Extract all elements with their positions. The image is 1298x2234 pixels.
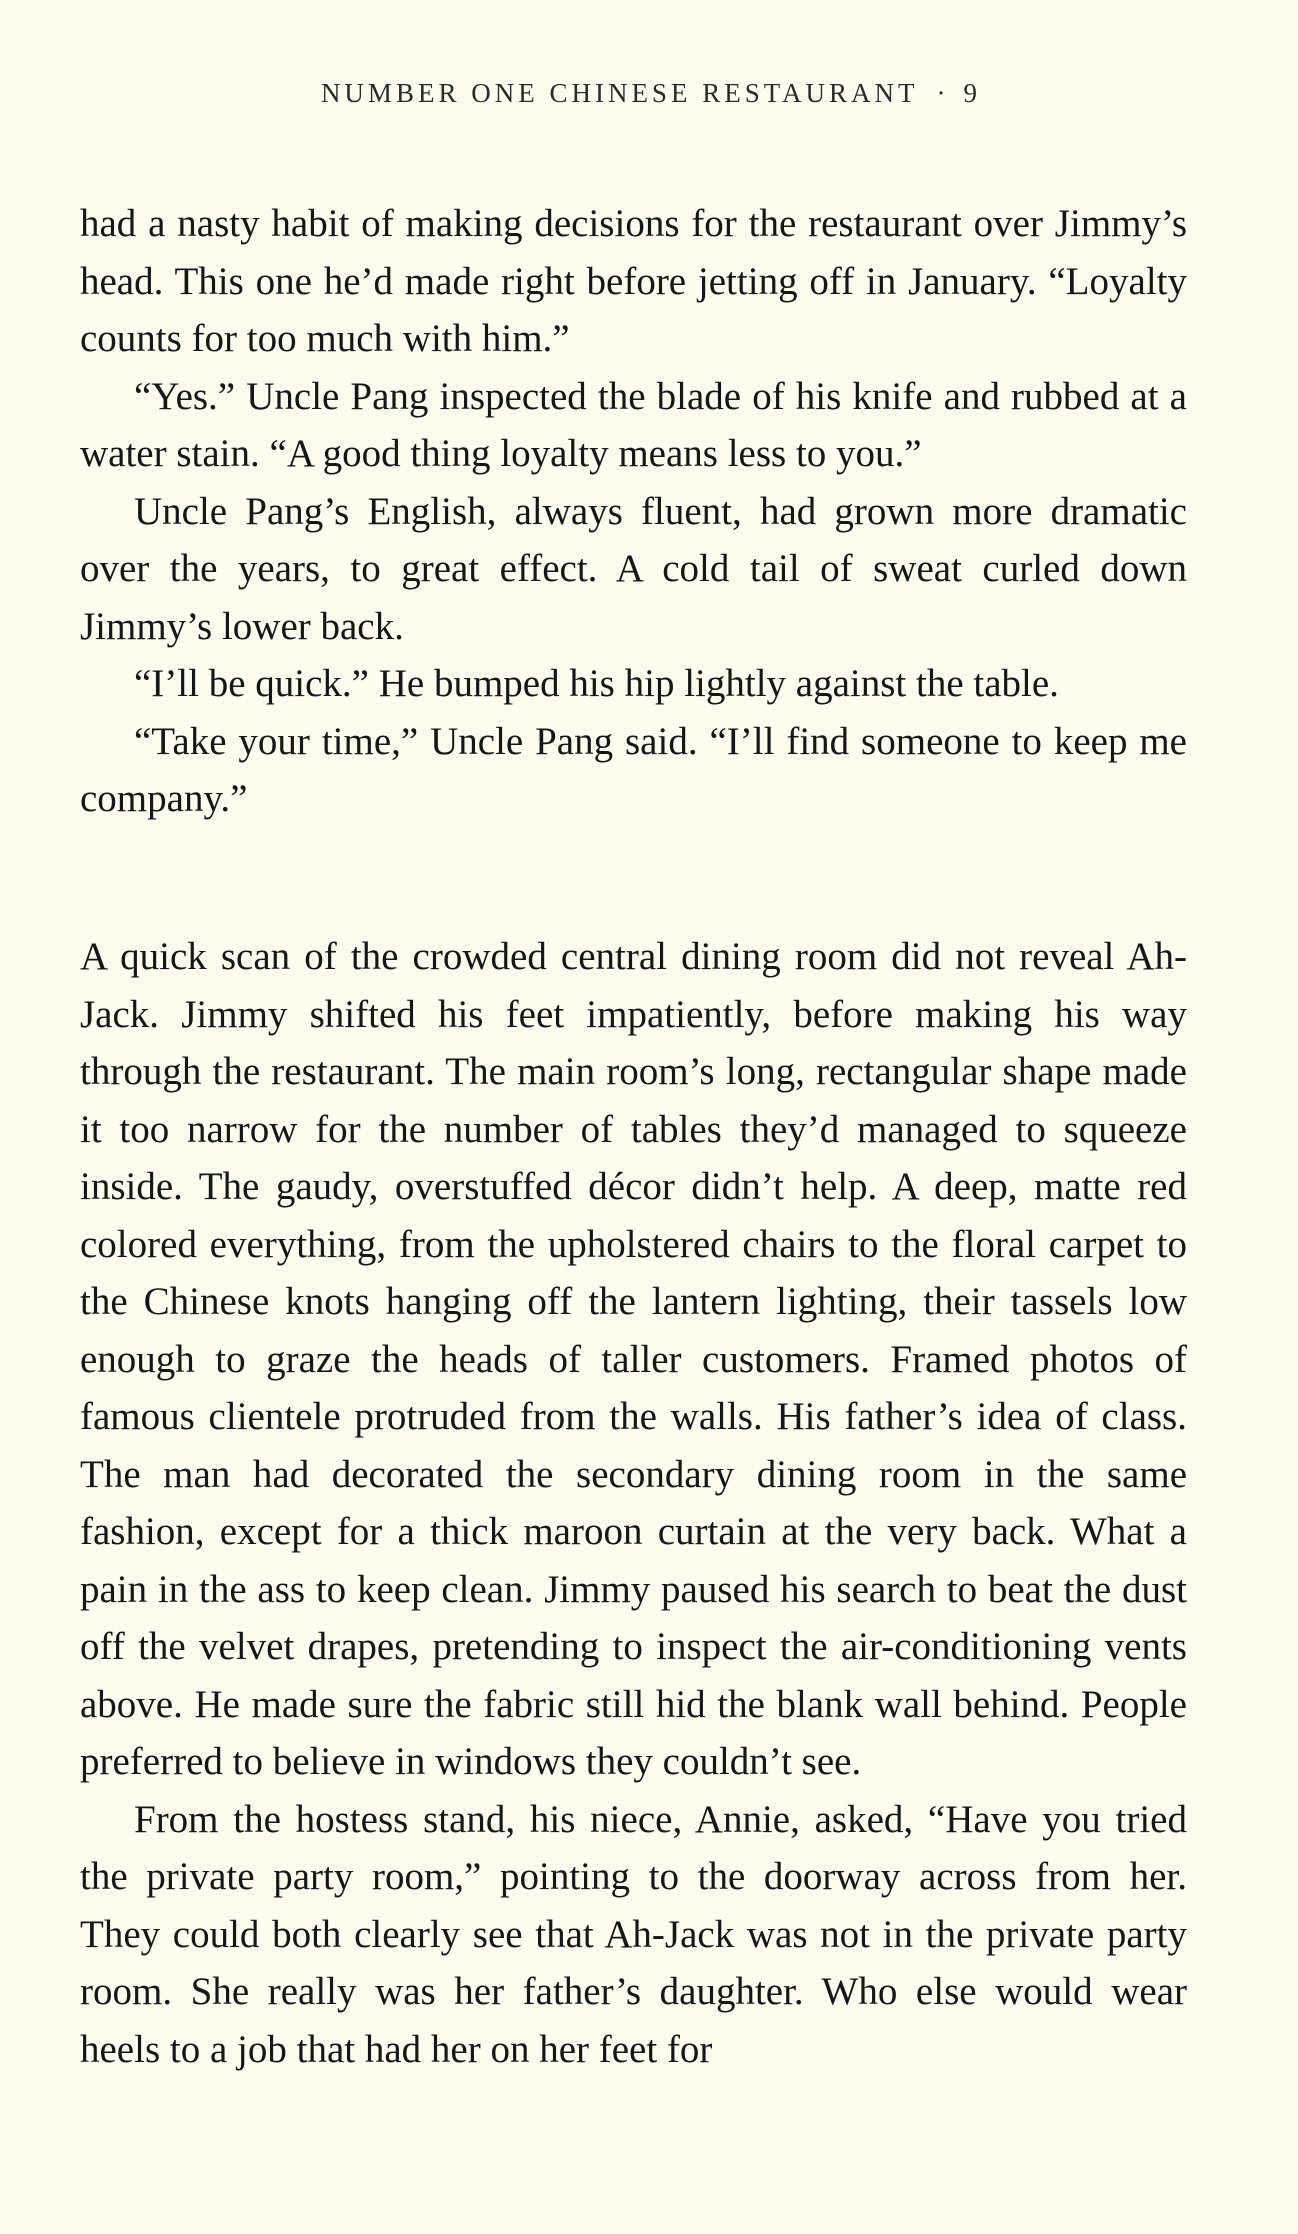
paragraph: “Yes.” Uncle Pang inspected the blade of his knife and rubbed at a water stain. “A good thing loyalty means less to you.” xyxy=(80,374,1187,475)
running-head-title: NUMBER ONE CHINESE RESTAURANT xyxy=(320,78,919,108)
text-section-1 xyxy=(80,195,1187,828)
paragraph: “Take your time,” Uncle Pang said. “I’ll find someone to keep me company.” xyxy=(80,719,1187,820)
paragraph: had a nasty habit of making decisions for the restaurant over Jimmy’s head. This one he’d made right before jetting off in January. “Loyalty counts for too much with him.” xyxy=(80,202,1187,360)
paragraph: “I’ll be quick.” He bumped his hip lightly against the table. xyxy=(134,662,1059,705)
running-head-separator: · xyxy=(936,78,946,108)
text-section-2 xyxy=(80,928,1187,2078)
paragraph: A quick scan of the crowded central dining room did not reveal Ah-Jack. Jimmy shifted his feet impatiently, before making his way through the restaurant. The main room’s long, rectangular shape made it too narrow for the number of tables they’d managed to squeeze inside. The gaudy, overstuffed décor didn’t help. A deep, matte red colored everything, from the upholstered chairs to the floral carpet to the Chinese knots hanging off the lantern lighting, their tassels low enough to graze the heads of taller customers. Framed photos of famous clientele protruded from the walls. His father’s idea of class. The man had decorated the secondary dining room in the same fashion, except for a thick maroon curtain at the very back. What a pain in the ass to keep clean. Jimmy paused his search to beat the dust off the velvet drapes, pretending to inspect the air-conditioning vents above. He made sure the fabric still hid the blank wall behind. People preferred to believe in windows they couldn’t see. xyxy=(80,935,1187,1783)
running-head xyxy=(0,78,1298,109)
paragraph: Uncle Pang’s English, always fluent, had grown more dramatic over the years, to great effect. A cold tail of sweat curled down Jimmy’s lower back. xyxy=(80,489,1187,648)
paragraph: From the hostess stand, his niece, Annie, asked, “Have you tried the private party room,” pointing to the doorway across from her. They could both clearly see that Ah-Jack was not in the private party room. She really was her father’s daughter. Who else would wear heels to a job that had her on her feet for xyxy=(80,1797,1187,2071)
page-number: 9 xyxy=(963,78,978,108)
